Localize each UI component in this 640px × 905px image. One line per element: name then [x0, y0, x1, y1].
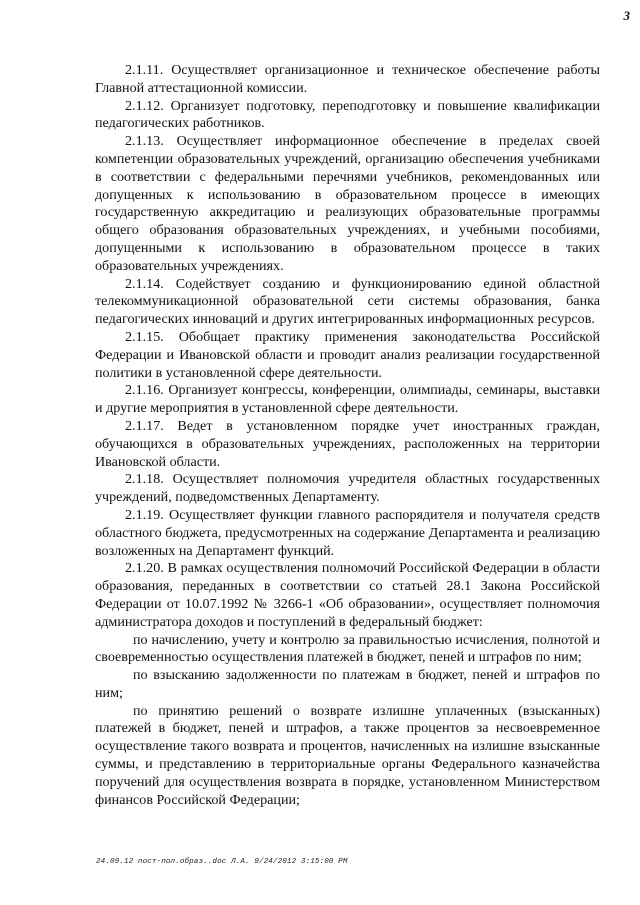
- sub-item-accrual: по начислению, учету и контролю за правильностью исчисления, полнотой и своевременностью осуществления платежей в бюджет, пеней и штрафов по ним;: [95, 631, 600, 666]
- sub-item-refund-decisions: по принятию решений о возврате излишне уплаченных (взысканных) платежей в бюджет, пеней и штрафов, а также процентов за несвоевременное осуществление такого возврата и процентов, начисленных на излишне взысканные суммы, и представлению в территориальные органы Федерального казначейства поручений для осуществления возврата в порядке, установленном Министерством финансов Российской Федерации;: [95, 702, 600, 808]
- document-footer: 24.09.12 пост-пол.образ..doc Л.А. 9/24/2012 3:15:00 PM: [96, 858, 348, 866]
- paragraph-2-1-18: 2.1.18. Осуществляет полномочия учредителя областных государственных учреждений, подведомственных Департаменту.: [95, 471, 600, 506]
- paragraph-2-1-11: 2.1.11. Осуществляет организационное и техническое обеспечение работы Главной аттестационной комиссии.: [95, 62, 600, 96]
- paragraph-2-1-19: 2.1.19. Осуществляет функции главного распорядителя и получателя средств областного бюджета, предусмотренных на содержание Департамента и реализацию возложенных на Департамент функций.: [95, 506, 600, 559]
- page-number: 3: [623, 8, 630, 23]
- paragraph-2-1-16: 2.1.16. Организует конгрессы, конференции, олимпиады, семинары, выставки и другие мероприятия в установленной сфере деятельности.: [95, 382, 600, 417]
- paragraph-2-1-12: 2.1.12. Организует подготовку, переподготовку и повышение квалификации педагогических работников.: [95, 97, 600, 132]
- paragraph-2-1-20: 2.1.20. В рамках осуществления полномочий Российской Федерации в области образования, переданных в соответствии со статьей 28.1 Закона Российской Федерации от 10.07.1992 № 3266-1 «Об образовании», осуществляет полномочия администратора доходов и поступлений в федеральный бюджет:: [95, 560, 600, 630]
- paragraph-2-1-17: 2.1.17. Ведет в установленном порядке учет иностранных граждан, обучающихся в образовательных учреждениях, расположенных на территории Ивановской области.: [95, 417, 600, 470]
- document-body: [95, 62, 600, 809]
- sub-item-debt-collection: по взысканию задолженности по платежам в бюджет, пеней и штрафов по ним;: [95, 667, 600, 701]
- paragraph-2-1-13: 2.1.13. Осуществляет информационное обеспечение в пределах своей компетенции образовательных учреждений, организацию обеспечения учебниками в соответствии с федеральными перечнями учебников, рекомендованных или допущенных к использованию в образовательном процессе в имеющих государственную аккредитацию и реализующих образовательные программы общего образования образовательных учреждениях, и учебными пособиями, допущенными к использованию в образовательном процессе в таких образовательных учреждениях.: [95, 133, 600, 274]
- paragraph-2-1-15: 2.1.15. Обобщает практику применения законодательства Российской Федерации и Ивановской области и проводит анализ реализации государственной политики в установленной сфере деятельности.: [95, 328, 600, 381]
- paragraph-2-1-14: 2.1.14. Содействует созданию и функционированию единой областной телекоммуникационной образовательной сети системы образования, банка педагогических инноваций и других интегрированных информационных ресурсов.: [95, 275, 600, 328]
